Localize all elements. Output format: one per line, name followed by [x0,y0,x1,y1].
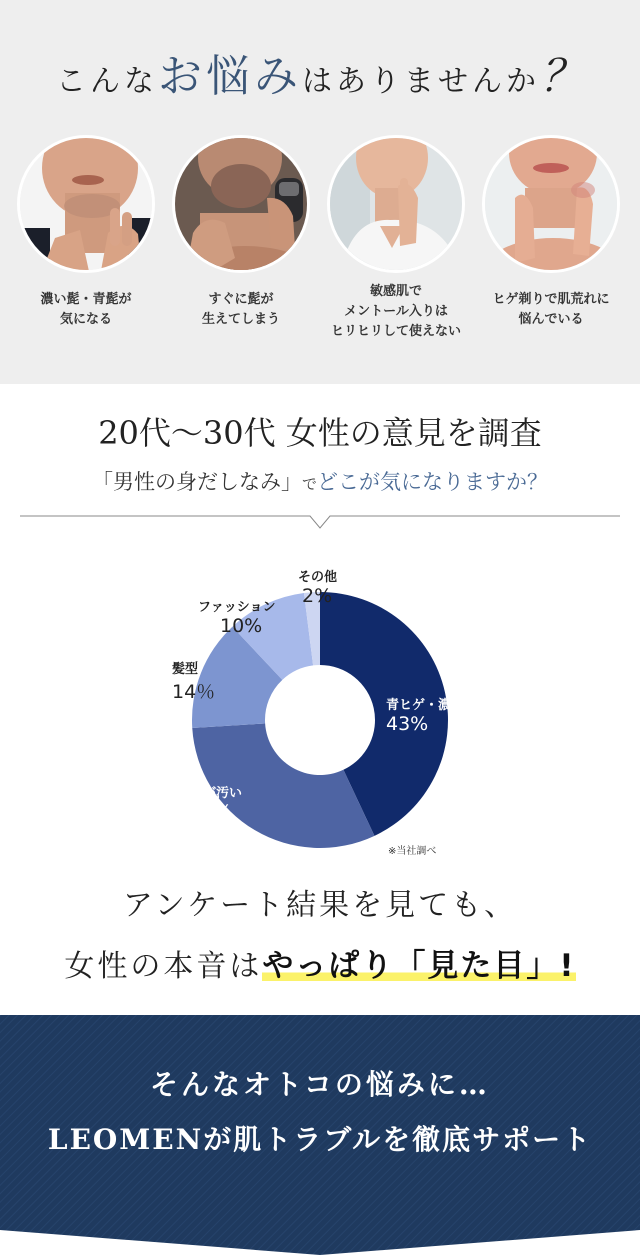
survey-note: ※当社調べ [388,846,437,857]
message-line-1: アンケート結果を見ても、 [122,888,518,923]
banner-line-1: そんなオトコの悩みに… [150,1068,490,1101]
highlighted-message: やっぱり「見た目」! [262,948,576,984]
title-question-mark: ？ [540,51,584,102]
worry-caption-1: 濃い髭・青髭が 気になる [40,292,132,327]
slice-label-beard: 青ヒゲ・濃いヒゲ・体毛の手入れ 43% [386,698,582,735]
survey-title: 20代～30代 女性の意見を調査 [98,414,542,452]
worry-photo-skin-irritation [482,135,620,273]
title-emphasis: お悩み [158,51,302,102]
survey-subtitle: 「男性の身だしなみ」でどこが気になりますか？ [91,470,548,494]
worries-section [0,0,640,384]
message-line-2: 女性の本音はやっぱり「見た目」! [64,948,576,984]
worry-photo-shaver [172,135,310,273]
worries-title [0,40,640,104]
worry-caption-3: 敏感肌で メントール入りは ヒリヒリして使えない [330,284,461,339]
banner-line-2: LEOMENが肌トラブルを徹底サポート [47,1123,593,1156]
slice-label-skin: 肌が汚い 31% [190,786,243,823]
title-suffix: はありませんか [302,64,540,99]
slice-label-fashion: ファッション 10% [198,600,276,637]
slice-label-hair: 髪型 14％ [172,662,216,703]
worry-caption-4: ヒゲ剃りで肌荒れに 悩んでいる [492,292,610,327]
worry-caption-2: すぐに髭が 生えてしまう [201,292,280,327]
title-prefix: こんな [56,64,158,99]
survey-donut-chart [0,560,640,860]
worry-photo-sensitive-skin [327,135,465,273]
worry-photo-beard [17,135,155,273]
survey-divider [20,502,620,542]
slice-label-other: その他 2% [298,570,338,607]
